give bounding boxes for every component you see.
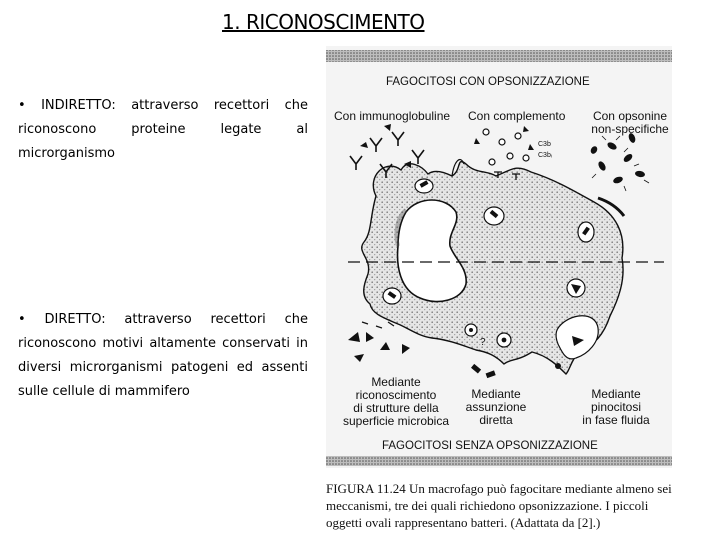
pinocytosis-line-1: Mediante: [591, 387, 641, 401]
question-mark-label: ?: [480, 337, 486, 348]
bottom-header-label: FAGOCITOSI SENZA OPSONIZZAZIONE: [382, 440, 598, 452]
surface-recognition-line-1: Mediante: [371, 375, 421, 389]
pinocytosis-line-2: pinocitosi: [590, 400, 642, 414]
opsonin-label-line-2: non-specifiche: [591, 122, 669, 136]
c3b-label: C3b: [538, 141, 551, 148]
immunoglobulin-label: Con immunoglobuline: [334, 109, 451, 123]
complement-label: Con complemento: [468, 109, 566, 123]
direct-uptake-line-3: diretta: [479, 413, 513, 427]
direct-uptake-line-1: Mediante: [471, 387, 521, 401]
direct-uptake-label: [456, 388, 536, 427]
top-header-label: FAGOCITOSI CON OPSONIZZAZIONE: [386, 76, 590, 88]
direct-uptake-line-2: assunzione: [465, 400, 527, 414]
top-band: [326, 50, 672, 62]
surface-recognition-line-2: riconoscimento: [355, 388, 437, 402]
direct-recognition-text: • DIRETTO: attraverso recettori che riconoscono motivi altamente conservati in diversi microrganismi patogeni ed assenti sulle cellule di mammifero: [18, 312, 308, 399]
opsonin-label: [590, 110, 670, 136]
figure-caption: FIGURA 11.24 Un macrofago può fagocitare mediante almeno sei meccanismi, tre dei quali richiedono opsonizzazione. I piccoli oggetti ovali rappresentano batteri. (Adattata da [2].): [326, 481, 672, 530]
bottom-band: [326, 456, 672, 466]
surface-recognition-line-3: di strutture della: [353, 401, 439, 415]
surface-recognition-label: [334, 376, 458, 428]
surface-recognition-line-4: superficie microbica: [342, 414, 450, 428]
pinocytosis-line-3: in fase fluida: [582, 413, 650, 427]
opsonin-label-line-1: Con opsonine: [592, 109, 668, 123]
slide-title: 1. RICONOSCIMENTO: [222, 10, 425, 34]
pinocytosis-label: [570, 388, 662, 427]
macrophage-figure: [326, 46, 672, 468]
c3bi-label: C3bᵢ: [538, 152, 552, 159]
indirect-recognition-text: • INDIRETTO: attraverso recettori che riconoscono proteine legate al microrganismo: [18, 98, 308, 161]
